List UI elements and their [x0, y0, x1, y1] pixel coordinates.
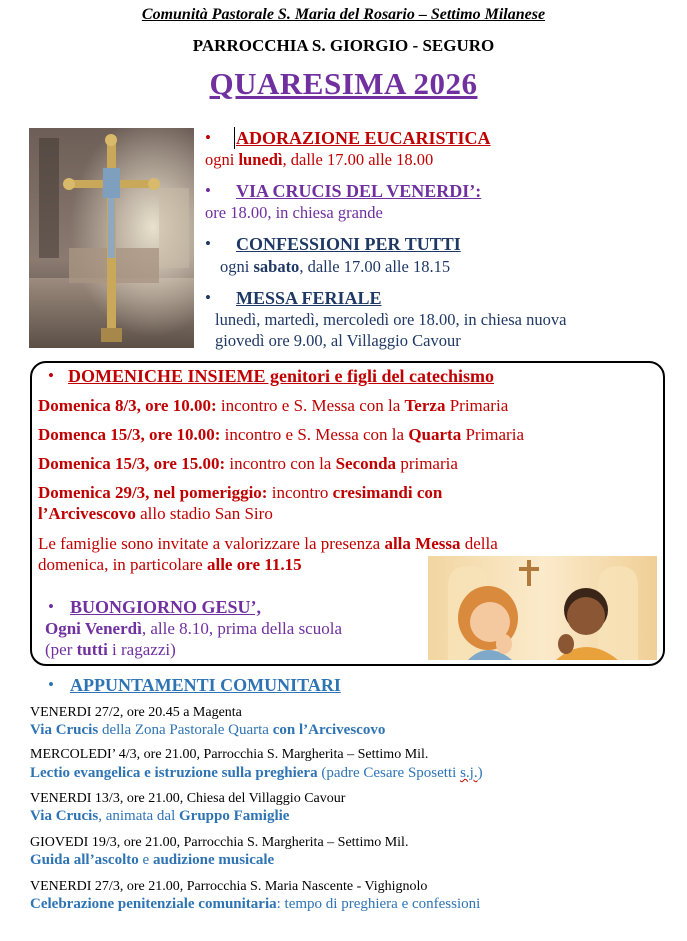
bullet-icon: • [205, 181, 211, 200]
weekday-mass-title: MESSA FERIALE [236, 288, 382, 308]
sunday-event-2: Domenca 15/3, ore 10.00: incontro e S. Messa con la Quarta Primaria [38, 425, 524, 444]
sunday-event-3: Domenica 15/3, ore 15.00: incontro con la Seconda primaria [38, 454, 458, 473]
weekday-mass-item [205, 288, 211, 308]
good-morning-item [48, 597, 54, 617]
crucifix-photo [29, 128, 194, 348]
confessions-item [205, 234, 211, 254]
bullet-icon: • [205, 234, 211, 253]
weekday-mass-line2: giovedì ore 9.00, al Villaggio Cavour [215, 331, 461, 350]
adoration-item [205, 128, 211, 148]
event-4-desc: Guida all’ascolto e audizione musicale [30, 852, 275, 868]
sundays-item [48, 366, 54, 386]
parish-title: PARROCCHIA S. GIORGIO - SEGURO [192, 36, 495, 55]
event-2-desc: Lectio evangelica e istruzione sulla preghiera (padre Cesare Sposetti s.j.) [30, 765, 483, 781]
event-4-when: GIOVEDI 19/3, ore 21.00, Parrocchia S. Margherita – Settimo Mil. [30, 835, 409, 850]
community-title-heading: APPUNTAMENTI COMUNITARI [70, 675, 341, 695]
weekday-mass-line1: lunedì, martedì, mercoledì ore 18.00, in chiesa nuova [215, 310, 567, 329]
sunday-event-4-cont: l’Arcivescovo allo stadio San Siro [38, 504, 273, 523]
sundays-title: DOMENICHE INSIEME genitori e figli del catechismo [68, 366, 494, 386]
confessions-title: CONFESSIONI PER TUTTI [236, 234, 461, 254]
confessions-time: ogni sabato, dalle 17.00 alle 18.15 [220, 257, 451, 276]
event-2-when: MERCOLEDI’ 4/3, ore 21.00, Parrocchia S. Margherita – Settimo Mil. [30, 747, 429, 762]
adoration-time: ogni lunedì, dalle 17.00 alle 18.00 [205, 150, 434, 169]
family-invite: Le famiglie sono invitate a valorizzare la presenza alla Messa della [38, 534, 498, 553]
good-morning-time: Ogni Venerdì, alle 8.10, prima della scuola [45, 619, 343, 638]
event-1-when: VENERDI 27/2, ore 20.45 a Magenta [30, 705, 242, 720]
bullet-icon: • [48, 675, 54, 694]
children-praying-illustration [428, 556, 657, 660]
community-title: Comunità Pastorale S. Maria del Rosario – Settimo Milanese [141, 6, 546, 23]
page-title: QUARESIMA 2026 [209, 66, 478, 101]
sunday-event-1: Domenica 8/3, ore 10.00: incontro e S. Messa con la Terza Primaria [38, 396, 509, 415]
bullet-icon: • [205, 128, 211, 147]
good-morning-title: BUONGIORNO GESU’, [70, 597, 262, 617]
via-crucis-title: VIA CRUCIS DEL VENERDI’: [236, 181, 482, 201]
family-invite-cont: domenica, in particolare alle ore 11.15 [38, 555, 302, 574]
event-3-desc: Via Crucis, animata dal Gruppo Famiglie [30, 808, 290, 824]
event-5-desc: Celebrazione penitenziale comunitaria: tempo di preghiera e confessioni [30, 896, 481, 912]
event-3-when: VENERDI 13/3, ore 21.00, Chiesa del Villaggio Cavour [30, 791, 346, 806]
good-morning-audience: (per tutti i ragazzi) [45, 640, 176, 659]
event-1-desc: Via Crucis della Zona Pastorale Quarta con l’Arcivescovo [30, 722, 386, 738]
community-item [48, 675, 54, 695]
via-crucis-time: ore 18.00, in chiesa grande [205, 203, 383, 222]
bullet-icon: • [48, 366, 54, 385]
bullet-icon: • [205, 288, 211, 307]
event-5-when: VENERDI 27/3, ore 21.00, Parrocchia S. Maria Nascente - Vighignolo [30, 879, 428, 894]
adoration-title: ADORAZIONE EUCARISTICA [236, 128, 491, 148]
via-crucis-item [205, 181, 211, 201]
bullet-icon: • [48, 597, 54, 616]
sunday-event-4: Domenica 29/3, nel pomeriggio: incontro cresimandi con [38, 483, 443, 502]
